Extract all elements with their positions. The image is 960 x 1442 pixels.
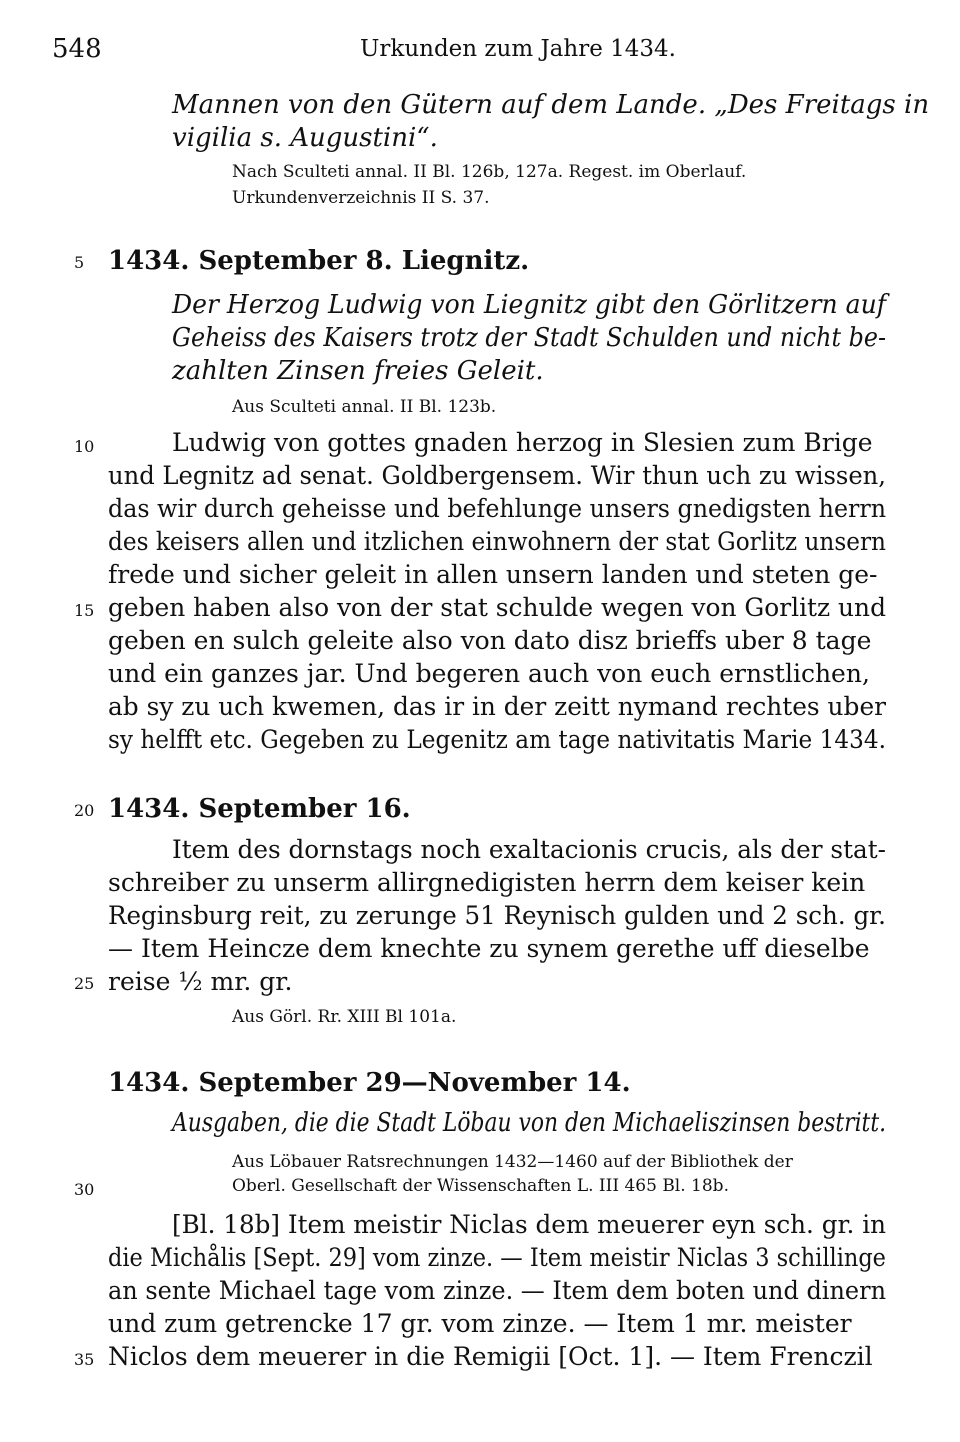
running-title: Urkunden zum Jahre 1434.: [360, 36, 676, 62]
entry1-text-line-10: sy helfft etc. Gegeben zu Legenitz am tage nativitatis Marie 1434.: [108, 725, 886, 754]
entry2-text-line-3: Reginsburg reit, zu zerunge 51 Reynisch gulden und 2 sch. gr.: [108, 901, 886, 930]
entry1-summary-line-3: zahlten Zinsen freies Geleit.: [172, 356, 544, 386]
entry1-text-line-1: Ludwig von gottes gnaden herzog in Slesien zum Brige: [172, 428, 873, 457]
entry2-text-line-4: — Item Heincze dem knechte zu synem gerethe uff dieselbe: [108, 934, 870, 963]
entry3-heading: 1434. September 29—November 14.: [108, 1068, 631, 1098]
entry2-heading: 1434. September 16.: [108, 794, 411, 824]
line-number-20: 20: [74, 801, 95, 820]
line-number-30: 30: [74, 1180, 95, 1199]
entry1-text-line-4: des keisers allen und itzlichen einwohnern der stat Gorlitz unsern: [108, 527, 887, 556]
entry3-summary: Ausgaben, die die Stadt Löbau von den Michaeliszinsen bestritt.: [172, 1108, 887, 1138]
line-number-35: 35: [74, 1350, 95, 1369]
entry1-text-line-5: frede und sicher geleit in allen unsern landen und steten ge-: [108, 560, 878, 589]
entry2-text-line-5: reise ½ mr. gr.: [108, 967, 293, 996]
page-number: 548: [52, 34, 102, 64]
entry1-text-line-6: geben haben also von der stat schulde wegen von Gorlitz und: [108, 593, 886, 622]
entry3-text-line-5: Niclos dem meuerer in die Remigii [Oct. 1]. — Item Frenczil: [108, 1342, 873, 1371]
entry1-text-line-3: das wir durch geheisse und befehlunge unsers gnedigsten herrn: [108, 494, 887, 523]
line-number-10: 10: [74, 437, 95, 456]
entry3-text-line-2: die Michålis [Sept. 29] vom zinze. — Item meistir Niclas 3 schillinge: [108, 1243, 886, 1272]
entry3-text-line-3: an sente Michael tage vom zinze. — Item dem boten und dinern: [108, 1276, 887, 1305]
line-number-5: 5: [74, 253, 85, 272]
entry0-source-line-2: Urkundenverzeichnis II S. 37.: [232, 188, 490, 208]
entry0-summary-line-1: Mannen von den Gütern auf dem Lande. „Des Freitags in: [172, 90, 930, 120]
entry2-text-line-1: Item des dornstags noch exaltacionis crucis, als der stat-: [172, 835, 887, 864]
entry1-text-line-7: geben en sulch geleite also von dato disz brieffs uber 8 tage: [108, 626, 872, 655]
line-number-25: 25: [74, 974, 95, 993]
entry3-text-line-1: [Bl. 18b] Item meistir Niclas dem meuerer eyn sch. gr. in: [172, 1210, 886, 1239]
entry2-source: Aus Görl. Rr. XIII Bl 101a.: [232, 1007, 457, 1027]
entry1-text-line-2: und Legnitz ad senat. Goldbergensem. Wir thun uch zu wissen,: [108, 461, 886, 490]
entry0-summary-line-2: vigilia s. Augustini“.: [172, 123, 438, 153]
entry1-heading: 1434. September 8. Liegnitz.: [108, 246, 530, 276]
entry3-source-line-1: Aus Löbauer Ratsrechnungen 1432—1460 auf der Bibliothek der: [232, 1152, 793, 1172]
entry1-text-line-8: und ein ganzes jar. Und begeren auch von euch ernstlichen,: [108, 659, 870, 688]
entry3-source-line-2: Oberl. Gesellschaft der Wissenschaften L. III 465 Bl. 18b.: [232, 1176, 729, 1196]
entry3-text-line-4: und zum getrencke 17 gr. vom zinze. — Item 1 mr. meister: [108, 1309, 852, 1338]
entry2-text-line-2: schreiber zu unserm allirgnedigisten herrn dem keiser kein: [108, 868, 866, 897]
entry1-text-line-9: ab sy zu uch kwemen, das ir in der zeitt nymand rechtes uber: [108, 692, 886, 721]
entry1-summary-line-1: Der Herzog Ludwig von Liegnitz gibt den Görlitzern auf: [172, 290, 887, 320]
entry0-source-line-1: Nach Sculteti annal. II Bl. 126b, 127a. Regest. im Oberlauf.: [232, 162, 747, 182]
entry1-summary-line-2: Geheiss des Kaisers trotz der Stadt Schulden und nicht be-: [172, 323, 887, 353]
entry1-source: Aus Sculteti annal. II Bl. 123b.: [232, 397, 497, 417]
line-number-15: 15: [74, 601, 95, 620]
